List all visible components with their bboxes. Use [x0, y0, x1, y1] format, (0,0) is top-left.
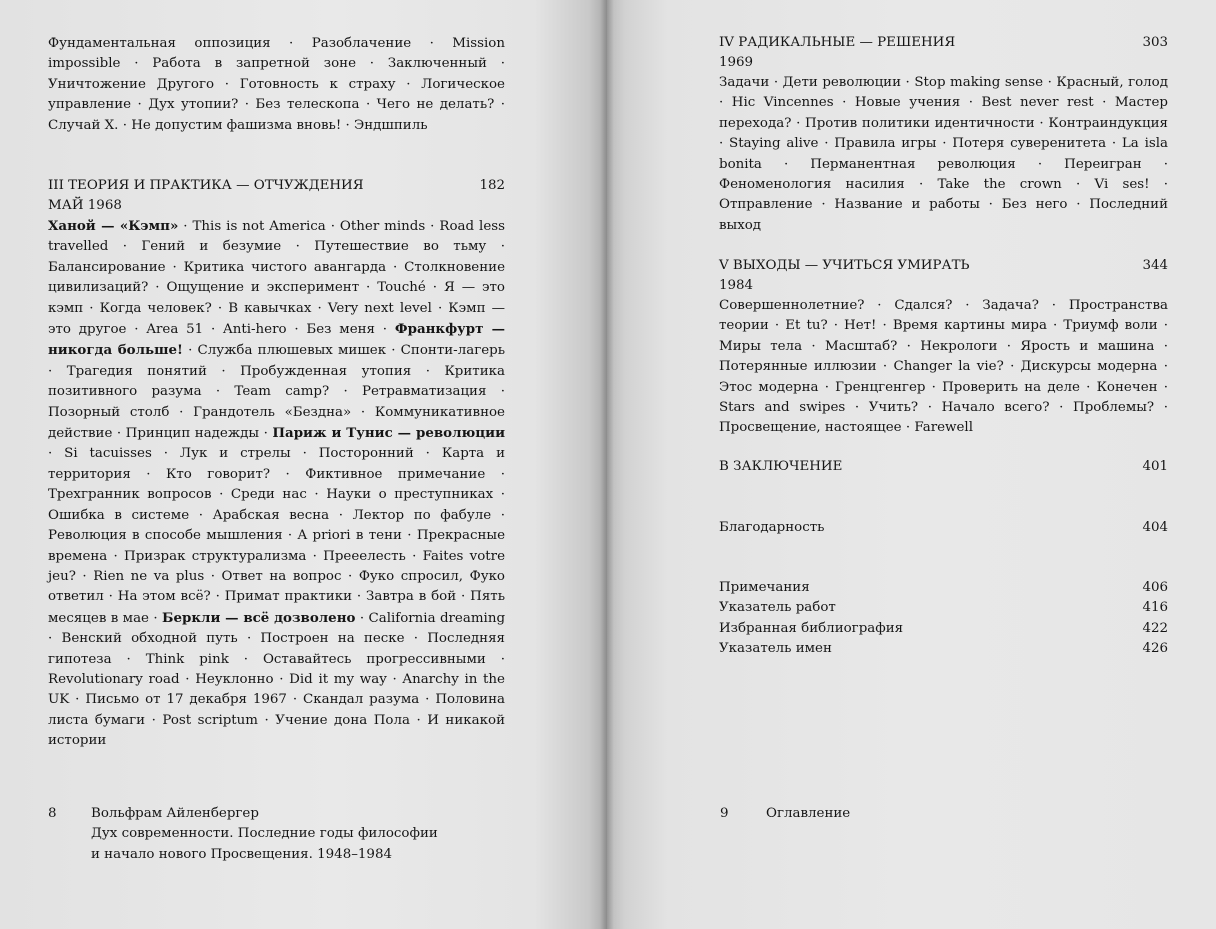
section5-subtitle: 1984 — [719, 278, 754, 293]
section5-text: Совершеннолетние? · Сдался? · Задача? · Пространства теории · Et tu? · Нет! · Время картины мира · Триумф воли · Миры тела · Масштаб? · Некрологи · Ярость и машина · Потерянные иллюзии · Changer la vie? · Дискурсы модерна · Этос модерна · Гренцгенгер · Проверить на деле · Конечен · Stars and swipes · Учить? · Начало всего? · Проблемы? · Просвещение, настоящее · Farewell — [719, 298, 1168, 436]
section3-subtitle: МАЙ 1968 — [48, 198, 122, 213]
section5-page: 344 — [1142, 258, 1168, 273]
section3-seg: Париж и Тунис — революции — [272, 425, 506, 442]
left-page-number: 8 — [48, 806, 57, 821]
section3-page: 182 — [479, 178, 505, 193]
section4-text: Задачи · Дети революции · Stop making sense · Красный, голод · Hic Vincennes · Новые учения · Best never rest · Мастер перехода? · Против политики идентичности · Контраиндукция · Staying alive · Правила игры · Потеря суверенитета · La isla bonita · Перманентная революция · Переигран · Феноменология насилия · Take the crown · Vi ses! · Отправление · Название и работы · Без него · Последний выход — [719, 75, 1168, 233]
appendix-row — [719, 619, 1168, 639]
thanks-title: Благодарность — [719, 520, 825, 535]
section3-seg: · This is not America · Other minds · Road less travelled · Гений и безумие · Путешествие во тьму · Балансирование · Критика чистого авангарда · Столкновение цивилизаций? · Ощущение и эксперимент · Touché · Я — это кэмп · Когда человек? · В кавычках · Very next level · Кэмп — это другое · Area 51 · Anti-hero · Без меня · — [48, 219, 505, 338]
right-page-number: 9 — [720, 806, 729, 821]
intro-paragraph — [48, 34, 505, 136]
appendix-page: 416 — [1142, 600, 1168, 615]
section4-heading — [719, 33, 1168, 53]
conclusion-page: 401 — [1142, 459, 1168, 474]
conclusion-row — [719, 457, 1168, 477]
appendix-row — [719, 598, 1168, 618]
section3-seg: · Служба плюшевых мишек · Спонти-лагерь · Трагедия понятий · Пробужденная утопия · Критика позитивного разума · Team camp? · Ретравматизация · Позорный столб · Грандотель «Бездна» · Коммуникативное действие · Принцип надежды · — [48, 343, 505, 442]
thanks-page: 404 — [1142, 520, 1168, 535]
intro-text: Фундаментальная оппозиция · Разоблачение · Mission impossible · Работа в запретной зоне · Заключенный · Уничтожение Другого · Готовность к страху · Логическое управление · Дух утопии? · Без телескопа · Чего не делать? · Случай X. · Не допустим фашизма вновь! · Эндшпиль — [48, 36, 505, 133]
right-footer-label: Оглавление — [766, 806, 851, 821]
footer-title-line2: и начало нового Просвещения. 1948–1984 — [91, 846, 392, 862]
left-page — [0, 0, 607, 929]
section3-seg: · California dreaming · Венский обходной путь · Построен на песке · Последняя гипотеза · Think pink · Оставайтесь прогрессивными · Revolutionary road · Неуклонно · Did it my way · Anarchy in the UK · Письмо от 17 декабря 1967 · Скандал разума · Половина листа бумаги · Post scriptum · Учение дона Пола · И никакой истории — [48, 610, 506, 749]
appendix-title: Примечания — [719, 580, 810, 595]
appendix-title: Избранная библиография — [719, 621, 904, 636]
left-footer — [91, 804, 511, 865]
conclusion-title: В ЗАКЛЮЧЕНИЕ — [719, 459, 843, 474]
appendix-row — [719, 578, 1168, 598]
footer-author: Вольфрам Айленбергер — [91, 806, 259, 821]
section3-seg: Беркли — всё дозволено — [162, 609, 356, 626]
section3-heading — [48, 176, 505, 196]
appendix-title: Указатель имен — [719, 641, 832, 656]
section4-page: 303 — [1142, 35, 1168, 50]
section3-seg: Франкфурт — никогда больше! — [48, 321, 506, 359]
section3-seg: Ханой — «Кэмп» — [48, 218, 179, 234]
section3-title: III ТЕОРИЯ И ПРАКТИКА — ОТЧУЖДЕНИЯ — [48, 178, 364, 193]
appendix-page: 422 — [1142, 621, 1168, 636]
thanks-row — [719, 518, 1168, 538]
book-gutter — [600, 0, 614, 929]
footer-title-line1: Дух современности. Последние годы философии — [91, 826, 438, 842]
appendix-title: Указатель работ — [719, 600, 836, 615]
right-page — [607, 0, 1216, 929]
section5-title: V ВЫХОДЫ — УЧИТЬСЯ УМИРАТЬ — [719, 258, 970, 273]
section4-title: IV РАДИКАЛЬНЫЕ — РЕШЕНИЯ — [719, 35, 956, 50]
section4-paragraph — [719, 73, 1168, 236]
section3-paragraph — [48, 216, 505, 752]
appendix-row — [719, 639, 1168, 659]
section5-paragraph — [719, 296, 1168, 439]
section5-heading — [719, 256, 1168, 276]
appendix-page: 406 — [1142, 580, 1168, 595]
section4-subtitle: 1969 — [719, 55, 754, 70]
section3-seg: · Si tacuisses · Лук и стрелы · Посторонний · Карта и территория · Кто говорит? · Фиктивное примечание · Трехгранник вопросов · Среди нас · Науки о преступниках · Ошибка в системе · Арабская весна · Лектор по фабуле · Революция в способе мышления · A priori в тени · Прекрасные времена · Призрак структурализма · Прееелесть · Faites votre jeu? · Rien ne va plus · Ответ на вопрос · Фуко спросил, Фуко ответил · На этом всё? · Примат практики · Завтра в бой · Пять месяцев в мае · — [48, 446, 505, 626]
appendix-page: 426 — [1142, 641, 1168, 656]
